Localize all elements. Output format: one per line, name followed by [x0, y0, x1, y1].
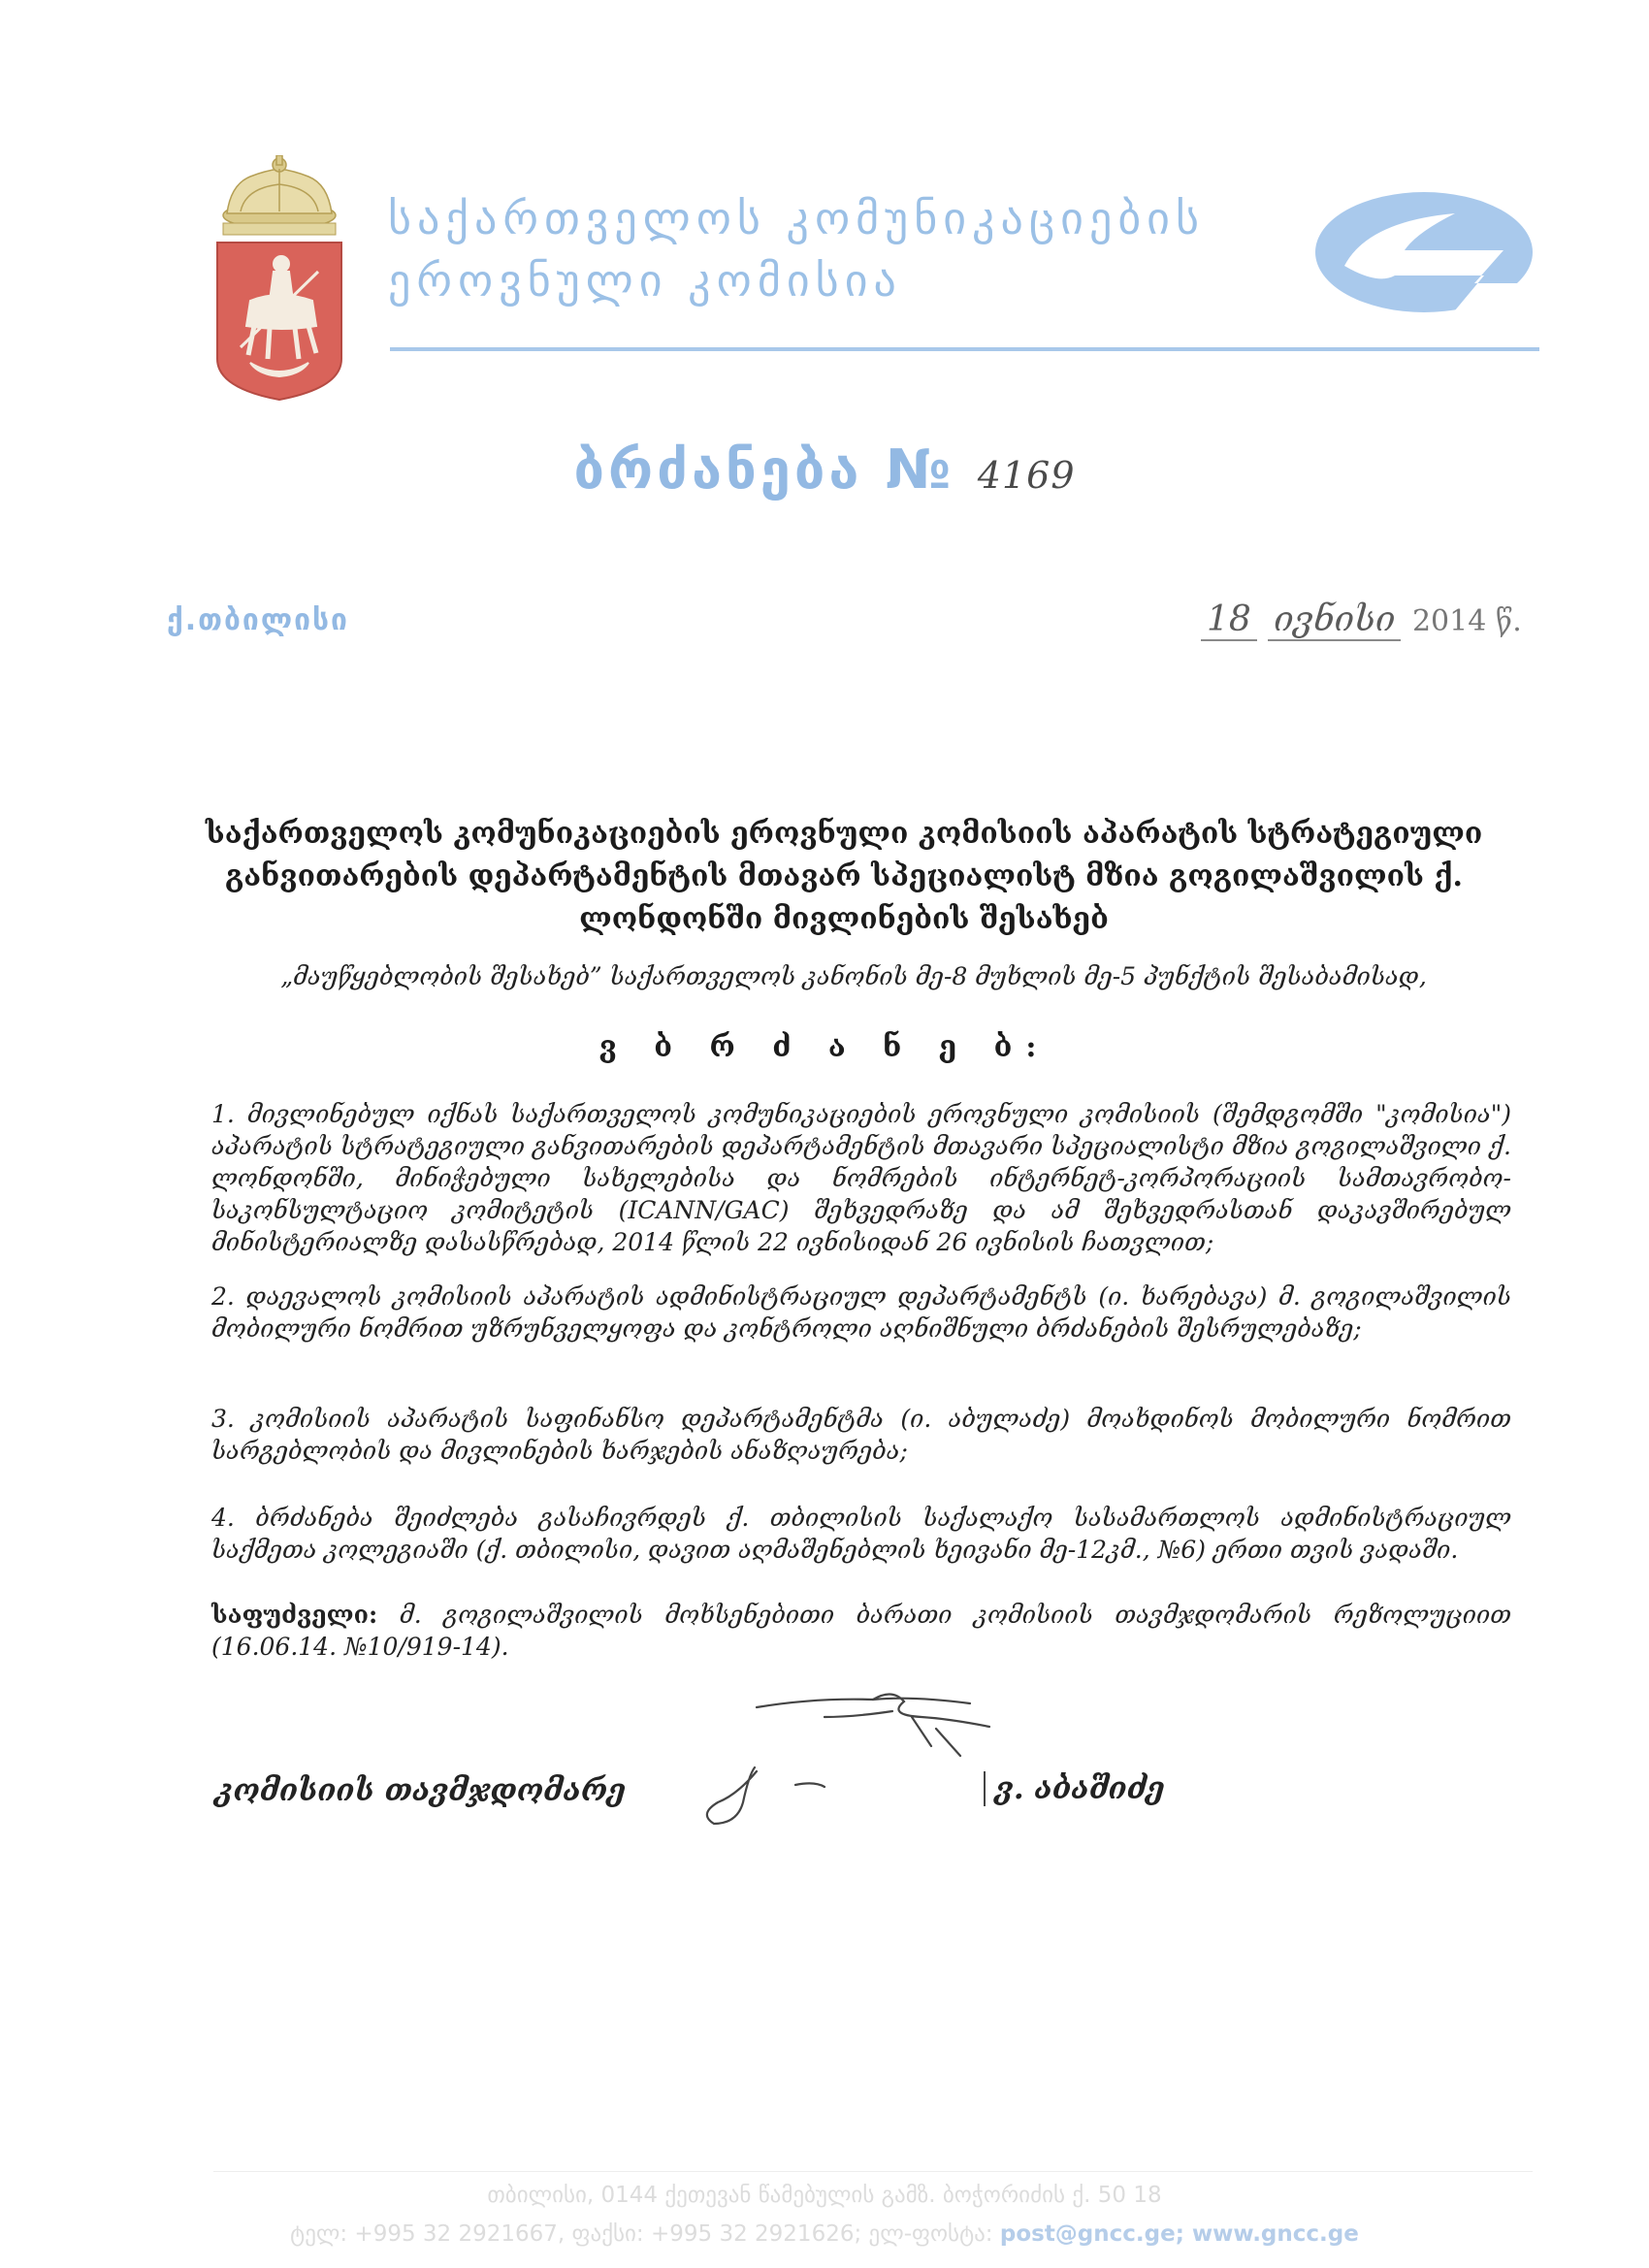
- signatory-title: კომისიის თავმჯდომარე: [215, 1773, 627, 1808]
- organization-name-line1: საქართველოს კომუნიკაციების: [388, 192, 1205, 244]
- preamble: „მაუწყებლობის შესახებ” საქართველოს კანონის მე-8 მუხლის მე-5 პუნქტის შესაბამისად,: [280, 962, 1427, 990]
- footer-web-link[interactable]: post@gncc.ge; www.gncc.ge: [999, 2221, 1359, 2247]
- footer-phone-fax: ტელ: +995 32 2921667, ფაქსი: +995 32 2921626; ელ-ფოსტა:: [290, 2221, 993, 2247]
- basis: [211, 1599, 1511, 1663]
- order-paragraph-3: 3. კომისიის აპარატის საფინანსო დეპარტამენტმა (ი. აბულაძე) მოახდინოს მობილური ნომრით სარგებლობის და მივლინების ხარჯების ანაზღაურება;: [211, 1405, 1511, 1465]
- gncc-logo-icon: [1310, 182, 1547, 318]
- footer-address: თბილისი, 0144 ქეთევან წამებულის გამზ. ბოჭორიძის ქ. 50 18: [487, 2183, 1162, 2208]
- handwritten-signature: [679, 1678, 1164, 1853]
- footer-divider: [213, 2171, 1533, 2172]
- city: ქ.თბილისი: [167, 603, 349, 637]
- orders-heading: ვ ბ რ ძ ა ნ ე ბ:: [598, 1030, 1051, 1064]
- order-date: [1201, 599, 1522, 641]
- basis-label: საფუძველი:: [211, 1601, 378, 1629]
- footer-contacts: [0, 2221, 1649, 2247]
- order-label: ბრძანება №: [573, 438, 955, 502]
- date-month: ივნისი: [1268, 599, 1401, 641]
- order-paragraph-1: 1. მივლინებულ იქნას საქართველოს კომუნიკაციების ეროვნული კომისიის (შემდგომში "კომისია") აპარატის სტრატეგიული განვითარების დეპარტამენტის მთავარი სპეციალისტი მზია გოგილაშვილი ქ. ლონდონში, მინიჭებული სახელებისა და ნომრების ინტერნეტ-კორპორაციის სამთავრობო-საკონსულტაციო კომიტეტის (ICANN/GAC) შეხვედრაზე და ამ შეხვედრასთან დაკავშირებულ მინისტერიალზე დასასწრებად, 2014 წლის 22 ივნისიდან 26 ივნისის ჩათვლით;: [211, 1100, 1511, 1256]
- order-paragraph-2: 2. დაევალოს კომისიის აპარატის ადმინისტრაციულ დეპარტამენტს (ი. ხარებავა) მ. გოგილაშვილის მობილური ნომრით უზრუნველყოფა და კონტროლი აღნიშნული ბრძანების შესრულებაზე;: [211, 1282, 1511, 1343]
- header-divider: [390, 347, 1539, 351]
- order-number: 4169: [977, 454, 1076, 497]
- order-title: [0, 438, 1649, 502]
- order-subject: საქართველოს კომუნიკაციების ეროვნული კომისიის აპარატის სტრატეგიული განვითარების დეპარტამენტის მთავარ სპეციალისტ მზია გოგილაშვილის ქ. ლონდონში მივლინების შესახებ: [205, 817, 1483, 936]
- date-year: 2014 წ.: [1411, 604, 1522, 638]
- basis-text: მ. გოგილაშვილის მოხსენებითი ბარათი კომისიის თავმჯდომარის რეზოლუციით (16.06.14. №10/919-14).: [211, 1601, 1511, 1661]
- organization-name-line2: ეროვნული კომისია: [388, 254, 902, 307]
- georgia-coat-of-arms-icon: [211, 155, 347, 403]
- order-paragraph-4: 4. ბრძანება შეიძლება გასაჩივრდეს ქ. თბილისის საქალაქო სასამართლოს ადმინისტრაციულ საქმეთა კოლეგიაში (ქ. თბილისი, დავით აღმაშენებლის ხეივანი მე-12კმ., №6) ერთი თვის ვადაში.: [211, 1504, 1511, 1564]
- date-day: 18: [1201, 599, 1257, 641]
- signatory-name: ვ. აბაშიძე: [984, 1771, 1165, 1806]
